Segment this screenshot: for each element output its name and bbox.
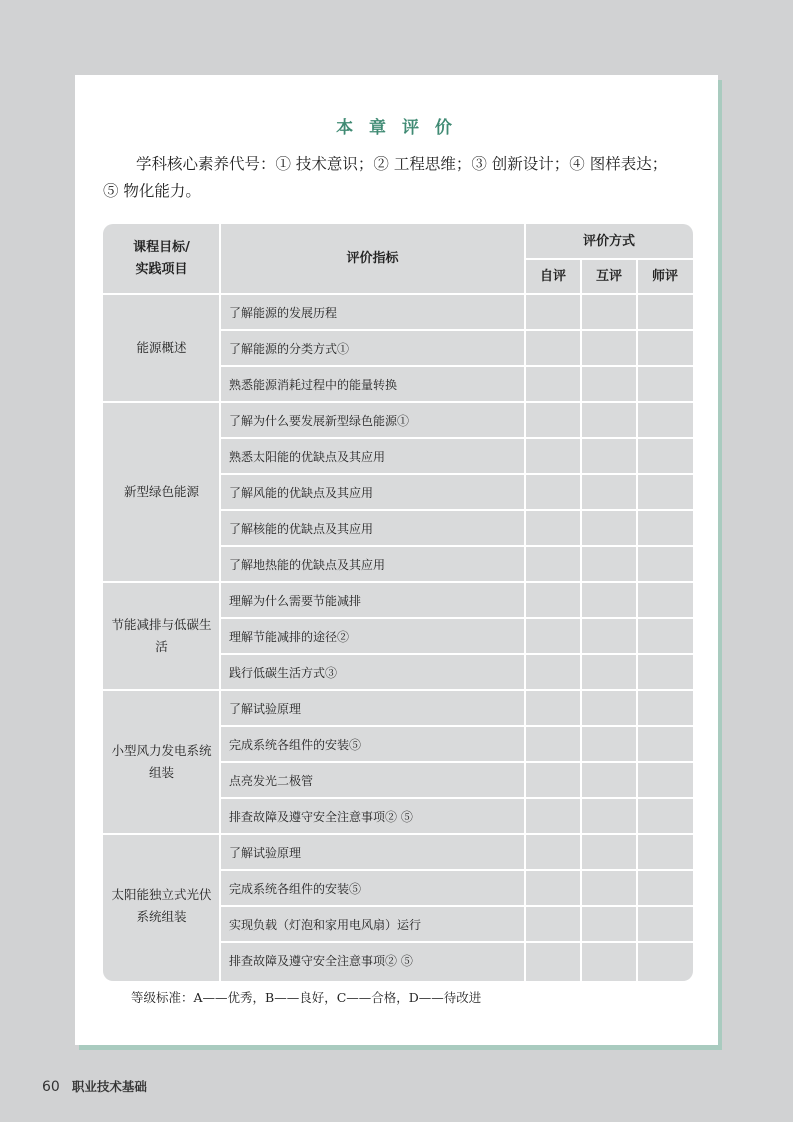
score-cell-peer[interactable] xyxy=(581,474,637,510)
score-cell-self[interactable] xyxy=(525,762,581,798)
score-cell-teacher[interactable] xyxy=(637,402,693,438)
score-cell-self[interactable] xyxy=(525,402,581,438)
column-divider xyxy=(524,224,526,981)
score-cell-peer[interactable] xyxy=(581,366,637,402)
row-divider xyxy=(220,437,693,439)
score-cell-self[interactable] xyxy=(525,438,581,474)
goal-cell: 能源概述 xyxy=(136,340,187,355)
indicator-cell: 完成系统各组件的安装⑤ xyxy=(229,881,362,896)
score-cell-peer[interactable] xyxy=(581,762,637,798)
indicator-cell: 了解试验原理 xyxy=(229,701,302,716)
score-cell-teacher[interactable] xyxy=(637,942,693,978)
score-cell-self[interactable] xyxy=(525,690,581,726)
group-divider xyxy=(103,581,693,583)
goal-cell: 小型风力发电系统组装 xyxy=(111,743,212,780)
row-divider xyxy=(220,941,693,943)
score-cell-peer[interactable] xyxy=(581,798,637,834)
book-title: 职业技术基础 xyxy=(71,1079,147,1094)
column-divider xyxy=(636,259,638,981)
indicator-cell: 完成系统各组件的安装⑤ xyxy=(229,737,362,752)
score-cell-teacher[interactable] xyxy=(637,546,693,582)
score-cell-peer[interactable] xyxy=(581,618,637,654)
indicator-cell: 实现负载（灯泡和家用电风扇）运行 xyxy=(229,917,422,932)
evaluation-table xyxy=(103,224,693,981)
score-cell-teacher[interactable] xyxy=(637,726,693,762)
score-cell-teacher[interactable] xyxy=(637,474,693,510)
group-divider xyxy=(103,689,693,691)
score-cell-self[interactable] xyxy=(525,654,581,690)
group-divider xyxy=(103,401,693,403)
row-divider xyxy=(220,329,693,331)
score-cell-teacher[interactable] xyxy=(637,510,693,546)
row-divider xyxy=(220,797,693,799)
score-cell-teacher[interactable] xyxy=(637,330,693,366)
score-cell-self[interactable] xyxy=(525,546,581,582)
header-sub-divider xyxy=(525,258,693,260)
indicator-cell: 了解能源的发展历程 xyxy=(229,305,338,320)
score-cell-self[interactable] xyxy=(525,618,581,654)
row-divider xyxy=(220,473,693,475)
score-cell-teacher[interactable] xyxy=(637,618,693,654)
page xyxy=(75,75,718,1045)
indicator-cell: 熟悉太阳能的优缺点及其应用 xyxy=(229,449,386,464)
header-peer: 互评 xyxy=(595,268,622,284)
score-cell-teacher[interactable] xyxy=(637,906,693,942)
score-cell-self[interactable] xyxy=(525,510,581,546)
score-cell-self[interactable] xyxy=(525,834,581,870)
column-divider xyxy=(580,259,582,981)
score-cell-peer[interactable] xyxy=(581,870,637,906)
score-cell-peer[interactable] xyxy=(581,438,637,474)
row-divider xyxy=(220,905,693,907)
row-divider xyxy=(220,869,693,871)
score-cell-teacher[interactable] xyxy=(637,654,693,690)
header-indicator: 评价指标 xyxy=(346,251,399,266)
group-divider xyxy=(103,833,693,835)
score-cell-self[interactable] xyxy=(525,798,581,834)
row-divider xyxy=(220,365,693,367)
header-self: 自评 xyxy=(539,268,566,284)
score-cell-self[interactable] xyxy=(525,726,581,762)
row-divider xyxy=(220,617,693,619)
score-cell-teacher[interactable] xyxy=(637,690,693,726)
indicator-cell: 排查故障及遵守安全注意事项② ⑤ xyxy=(229,953,413,968)
score-cell-teacher[interactable] xyxy=(637,294,693,330)
header-teacher: 师评 xyxy=(651,268,678,284)
row-divider xyxy=(220,653,693,655)
score-cell-self[interactable] xyxy=(525,366,581,402)
grading-standard-note: 等级标准：A——优秀，B——良好，C——合格，D——待改进 xyxy=(131,990,482,1005)
indicator-cell: 了解能源的分类方式① xyxy=(229,341,350,356)
indicator-cell: 点亮发光二极管 xyxy=(229,773,314,788)
indicator-cell: 熟悉能源消耗过程中的能量转换 xyxy=(229,377,398,392)
chapter-evaluation-title: 本 章 评 价 xyxy=(336,118,457,138)
goal-cell: 节能减排与低碳生活 xyxy=(111,617,212,654)
indicator-cell: 了解地热能的优缺点及其应用 xyxy=(229,557,386,572)
score-cell-peer[interactable] xyxy=(581,402,637,438)
page-footer xyxy=(42,1077,147,1095)
intro-line-2: ⑤ 物化能力。 xyxy=(103,182,201,200)
score-cell-peer[interactable] xyxy=(581,294,637,330)
score-cell-self[interactable] xyxy=(525,330,581,366)
indicator-cell: 理解节能减排的途径② xyxy=(229,629,350,644)
score-cell-teacher[interactable] xyxy=(637,870,693,906)
score-cell-self[interactable] xyxy=(525,870,581,906)
row-divider xyxy=(220,545,693,547)
row-divider xyxy=(220,509,693,511)
header-method: 评价方式 xyxy=(582,233,635,249)
group-divider xyxy=(103,293,693,295)
indicator-cell: 理解为什么需要节能减排 xyxy=(229,593,362,608)
intro-line-1: 学科核心素养代号：① 技术意识；② 工程思维；③ 创新设计；④ 图样表达； xyxy=(136,155,668,173)
column-divider xyxy=(219,224,221,981)
score-cell-peer[interactable] xyxy=(581,654,637,690)
score-cell-peer[interactable] xyxy=(581,330,637,366)
indicator-cell: 排查故障及遵守安全注意事项② ⑤ xyxy=(229,809,413,824)
score-cell-teacher[interactable] xyxy=(637,438,693,474)
competency-codes-intro xyxy=(103,151,698,205)
page-number: 60 xyxy=(42,1079,60,1095)
score-cell-teacher[interactable] xyxy=(637,798,693,834)
score-cell-self[interactable] xyxy=(525,294,581,330)
score-cell-self[interactable] xyxy=(525,582,581,618)
score-cell-teacher[interactable] xyxy=(637,834,693,870)
row-divider xyxy=(220,761,693,763)
score-cell-peer[interactable] xyxy=(581,726,637,762)
score-cell-self[interactable] xyxy=(525,942,581,978)
score-cell-self[interactable] xyxy=(525,906,581,942)
score-cell-peer[interactable] xyxy=(581,942,637,978)
indicator-cell: 了解为什么要发展新型绿色能源① xyxy=(229,413,410,428)
score-cell-teacher[interactable] xyxy=(637,582,693,618)
score-cell-peer[interactable] xyxy=(581,582,637,618)
score-cell-teacher[interactable] xyxy=(637,762,693,798)
score-cell-peer[interactable] xyxy=(581,906,637,942)
goal-cell: 新型绿色能源 xyxy=(123,484,199,499)
score-cell-peer[interactable] xyxy=(581,546,637,582)
score-cell-peer[interactable] xyxy=(581,510,637,546)
score-cell-teacher[interactable] xyxy=(637,366,693,402)
score-cell-peer[interactable] xyxy=(581,690,637,726)
indicator-cell: 了解核能的优缺点及其应用 xyxy=(229,521,374,536)
goal-cell: 太阳能独立式光伏系统组装 xyxy=(111,887,212,924)
score-cell-self[interactable] xyxy=(525,474,581,510)
header-goal: 课程目标/ 实践项目 xyxy=(133,240,190,277)
indicator-cell: 了解风能的优缺点及其应用 xyxy=(229,485,374,500)
indicator-cell: 践行低碳生活方式③ xyxy=(229,665,338,680)
score-cell-peer[interactable] xyxy=(581,834,637,870)
indicator-cell: 了解试验原理 xyxy=(229,845,302,860)
row-divider xyxy=(220,725,693,727)
